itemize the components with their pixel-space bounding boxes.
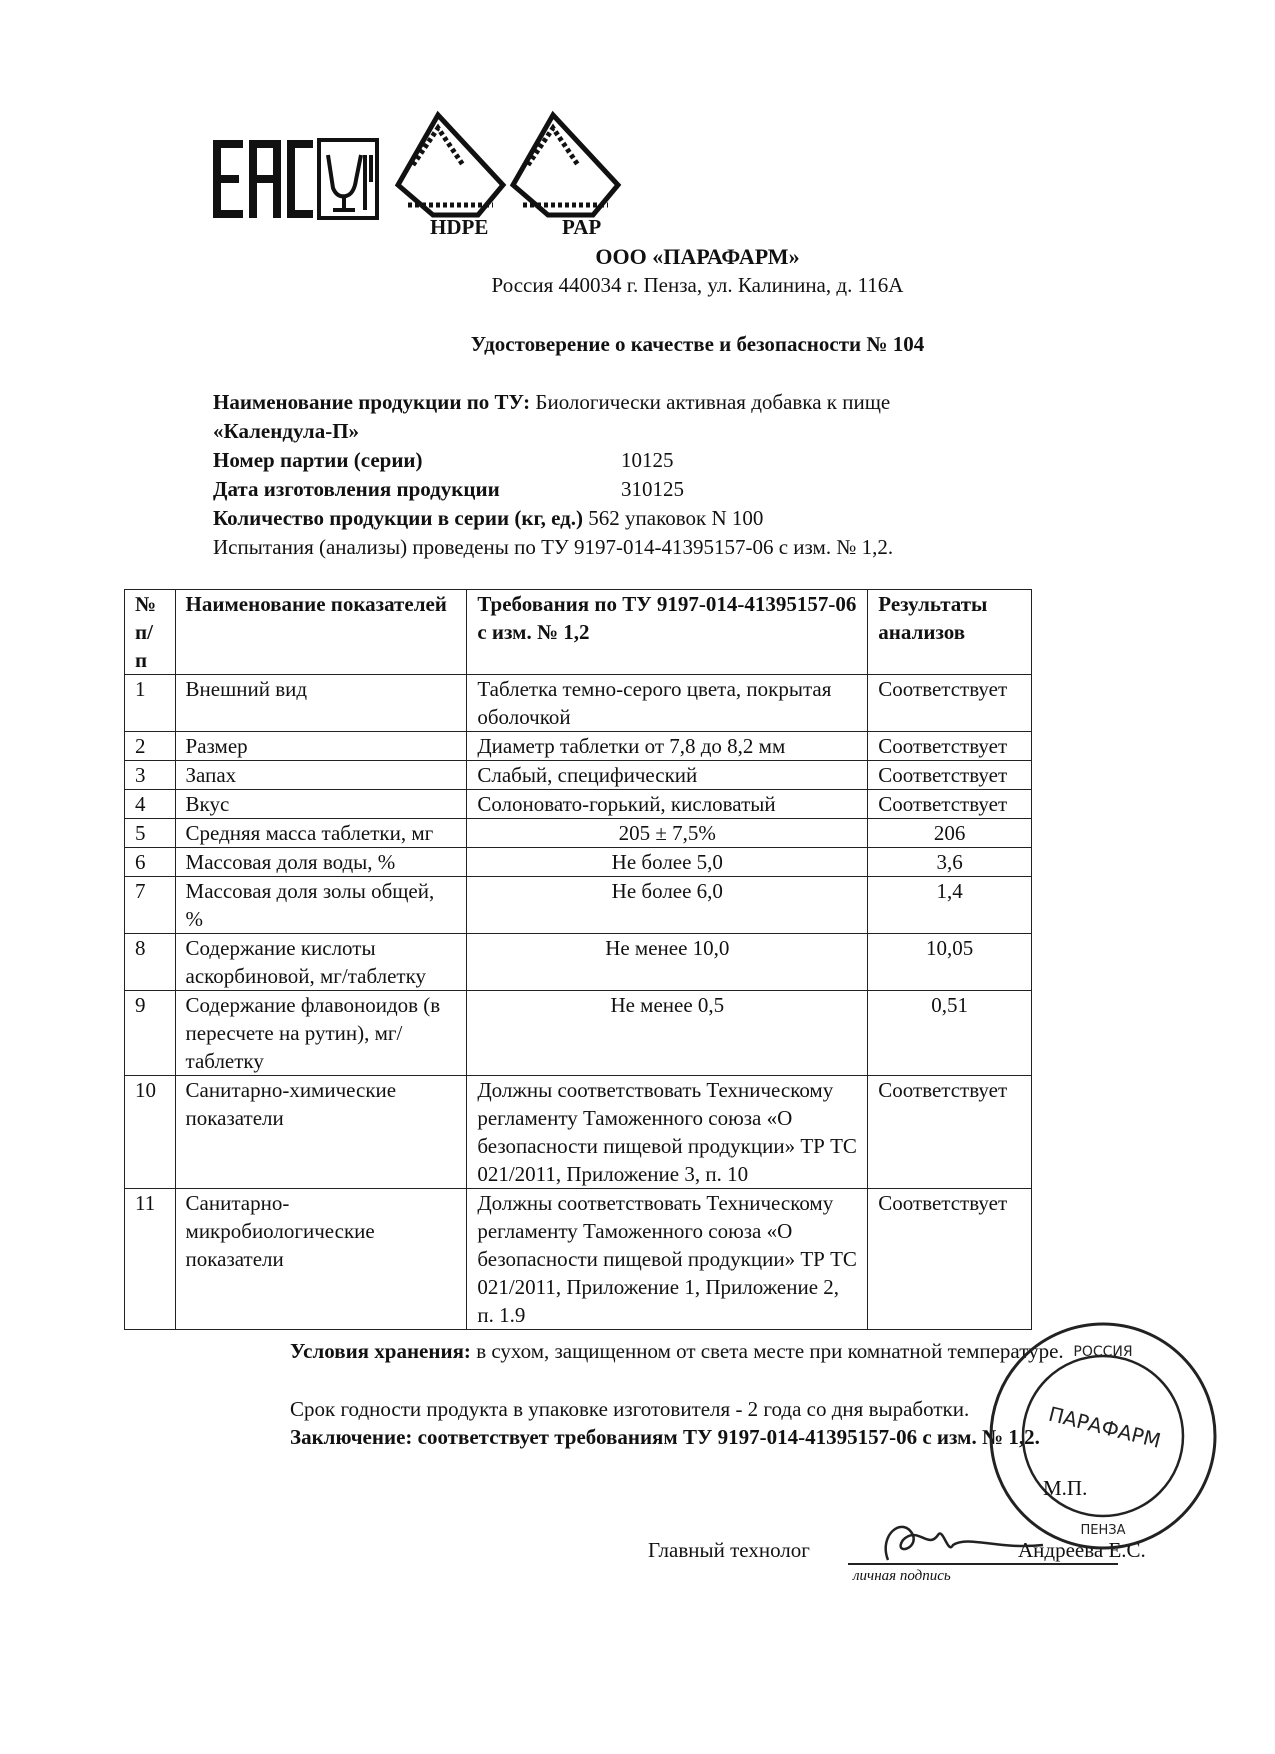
row-requirement: Не менее 10,0 [467, 934, 868, 991]
table-row [125, 790, 1032, 819]
table-row [125, 934, 1032, 991]
row-num: 9 [125, 991, 176, 1076]
row-num: 11 [125, 1189, 176, 1330]
table-row [125, 1076, 1032, 1189]
row-result: 10,05 [868, 934, 1032, 991]
table-row [125, 991, 1032, 1076]
row-num: 1 [125, 675, 176, 732]
food-contact-icon [319, 140, 377, 218]
stamp-country: РОССИЯ [1073, 1344, 1133, 1360]
row-requirement: Слабый, специфический [467, 761, 868, 790]
company-address: Россия 440034 г. Пенза, ул. Калинина, д. 116А [491, 273, 904, 297]
table-row [125, 848, 1032, 877]
date-value: 310125 [621, 477, 684, 501]
table-row [125, 1189, 1032, 1330]
row-indicator: Санитарно-микробиологические показатели [175, 1189, 467, 1330]
recycle-hdpe-icon [398, 115, 503, 215]
hdpe-label: HDPE [430, 215, 489, 239]
table-row [125, 877, 1032, 934]
row-num: 3 [125, 761, 176, 790]
table-row [125, 761, 1032, 790]
row-indicator: Санитарно-химические показатели [175, 1076, 467, 1189]
row-requirement: Должны соответствовать Техническому регламенту Таможенного союза «О безопасности пищевой продукции» ТР ТС 021/2011, Приложение 3, п. 10 [467, 1076, 868, 1189]
document-title: Удостоверение о качестве и безопасности № 104 [470, 332, 925, 356]
date-label: Дата изготовления продукции [213, 477, 500, 501]
product-label: Наименование продукции по ТУ: [213, 390, 531, 414]
row-result: 3,6 [868, 848, 1032, 877]
shelf-life: Срок годности продукта в упаковке изготовителя - 2 года со дня выработки. [290, 1397, 970, 1421]
row-requirement: Не менее 0,5 [467, 991, 868, 1076]
company-stamp [983, 1316, 1223, 1556]
header-requirements: Требования по ТУ 9197-014-41395157-06 с изм. № 1,2 [467, 590, 868, 675]
header-num: № п/п [125, 590, 176, 675]
stamp-company: ПАРАФАРМ [1046, 1401, 1164, 1453]
row-result: Соответствует [868, 732, 1032, 761]
header-results: Результаты анализов [868, 590, 1032, 675]
batch-value: 10125 [621, 448, 674, 472]
row-num: 4 [125, 790, 176, 819]
signature-caption: личная подпись [853, 1568, 951, 1584]
row-requirement: Солоновато-горький, кисловатый [467, 790, 868, 819]
row-num: 2 [125, 732, 176, 761]
mp-label: М.П. [1043, 1476, 1088, 1500]
row-result: 0,51 [868, 991, 1032, 1076]
table-row [125, 675, 1032, 732]
row-num: 10 [125, 1076, 176, 1189]
row-result: 1,4 [868, 877, 1032, 934]
row-result: Соответствует [868, 1189, 1032, 1330]
row-indicator: Вкус [175, 790, 467, 819]
storage-label: Условия хранения: [290, 1339, 471, 1363]
tests-note: Испытания (анализы) проведены по ТУ 9197-014-41395157-06 с изм. № 1,2. [213, 535, 894, 559]
row-indicator: Содержание флавоноидов (в пересчете на рутин), мг/таблетку [175, 991, 467, 1076]
row-requirement: Таблетка темно-серого цвета, покрытая оболочкой [467, 675, 868, 732]
qty-value: 562 упаковок N 100 [588, 506, 764, 530]
row-num: 8 [125, 934, 176, 991]
signer-role: Главный технолог [648, 1538, 810, 1562]
row-requirement: Диаметр таблетки от 7,8 до 8,2 мм [467, 732, 868, 761]
row-requirement: Должны соответствовать Техническому регламенту Таможенного союза «О безопасности пищевой продукции» ТР ТС 021/2011, Приложение 1, Приложение 2, п. 1.9 [467, 1189, 868, 1330]
recycle-pap-icon [513, 115, 618, 215]
batch-label: Номер партии (серии) [213, 448, 423, 472]
company-name: ООО «ПАРАФАРМ» [595, 244, 800, 269]
row-indicator: Внешний вид [175, 675, 467, 732]
row-result: Соответствует [868, 790, 1032, 819]
table-header-row [125, 590, 1032, 675]
row-indicator: Средняя масса таблетки, мг [175, 819, 467, 848]
row-num: 6 [125, 848, 176, 877]
signer-name: Андреева Е.С. [1018, 1538, 1146, 1562]
table-row [125, 819, 1032, 848]
pap-label: PAP [562, 215, 602, 239]
stamp-city: ПЕНЗА [1080, 1523, 1126, 1538]
product-value: Биологически активная добавка к пище [535, 390, 891, 414]
row-result: 206 [868, 819, 1032, 848]
row-indicator: Запах [175, 761, 467, 790]
row-requirement: Не более 5,0 [467, 848, 868, 877]
row-indicator: Массовая доля золы общей, % [175, 877, 467, 934]
row-indicator: Размер [175, 732, 467, 761]
table-row [125, 732, 1032, 761]
storage-value: в сухом, защищенном от света месте при комнатной температуре. [476, 1339, 1064, 1363]
header-indicator: Наименование показателей [175, 590, 467, 675]
product-name: «Календула-П» [213, 419, 360, 443]
row-num: 7 [125, 877, 176, 934]
row-indicator: Массовая доля воды, % [175, 848, 467, 877]
quality-table [124, 589, 1032, 1330]
row-requirement: Не более 6,0 [467, 877, 868, 934]
row-result: Соответствует [868, 761, 1032, 790]
qty-label: Количество продукции в серии (кг, ед.) [213, 506, 584, 530]
conclusion: Заключение: соответствует требованиям ТУ 9197-014-41395157-06 с изм. № 1,2. [290, 1425, 1040, 1449]
row-result: Соответствует [868, 675, 1032, 732]
product-info [213, 388, 1063, 562]
row-requirement: 205 ± 7,5% [467, 819, 868, 848]
row-result: Соответствует [868, 1076, 1032, 1189]
row-num: 5 [125, 819, 176, 848]
eac-mark-icon [213, 140, 313, 218]
row-indicator: Содержание кислоты аскорбиновой, мг/таблетку [175, 934, 467, 991]
